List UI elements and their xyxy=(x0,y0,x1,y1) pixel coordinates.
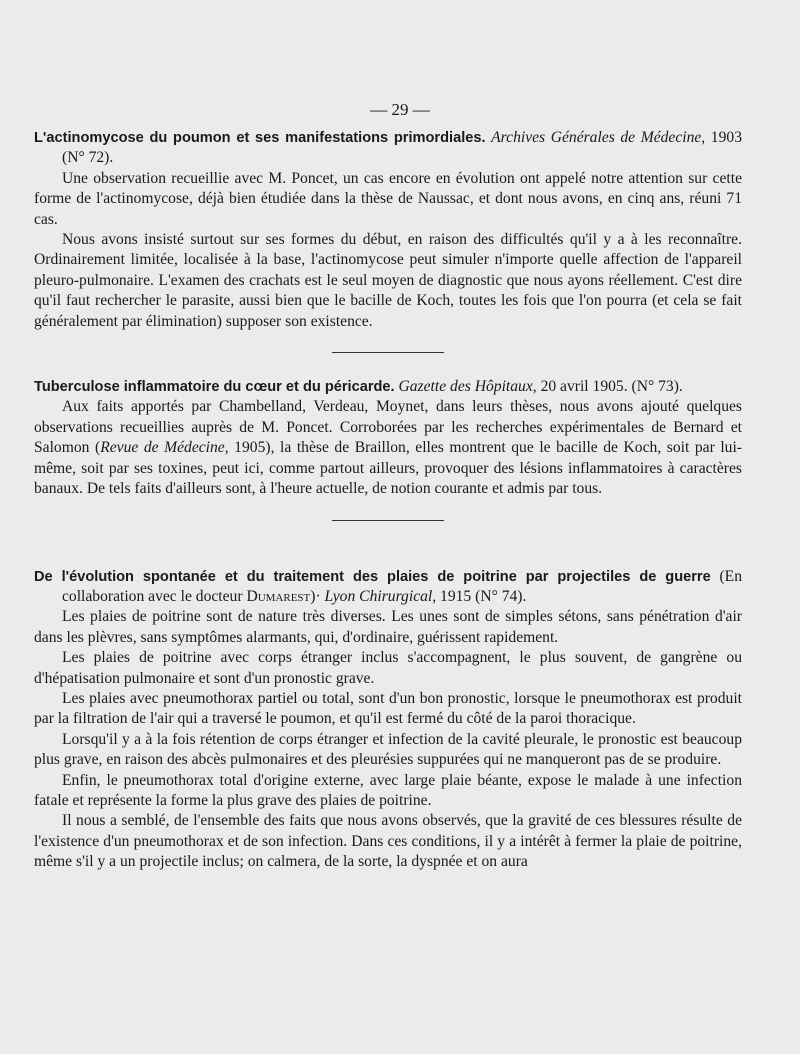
entry-plaies-poitrine xyxy=(34,567,742,873)
entry-paragraph: Enfin, le pneumothorax total d'origine externe, avec large plaie béante, expose le malade à une infection fatale et représente la forme la plus grave des plaies de poitrine. xyxy=(34,771,742,809)
entry-reference: 1903 (N° 72). xyxy=(62,129,742,167)
paragraph-text: Aux faits apportés par Chambelland, Verdeau, Moynet, dans leurs thèses, nous avons ajouté quelques observations recueillies auprès de M. Poncet. Corroborées par les recherches expérimentales de Bernard et Salomon ( xyxy=(34,398,742,457)
entry-heading xyxy=(34,567,742,608)
entry-paragraph: Nous avons insisté surtout sur ses formes du début, en raison des difficultés qu'il y a à les reconnaître. Ordinairement limitée, localisée à la base, l'actinomycose peut simuler n'importe quelle affection de l'appareil pleuro-pulmonaire. L'examen des crachats est le seul moyen de diagnostic que nous ayons réellement. C'est dire qu'il faut rechercher le parasite, aussi bien que le bacille de Koch, toutes les fois que l'on pourra (et cela se fait généralement par élimination) supposer son existence. xyxy=(34,231,742,330)
collaboration-note-end: )· xyxy=(310,587,321,605)
entry-heading xyxy=(34,128,742,169)
page-number: — 29 — xyxy=(370,100,430,119)
entry-tuberculose xyxy=(34,377,742,499)
page-content xyxy=(34,128,742,873)
section-divider xyxy=(332,352,444,353)
entry-reference: 1915 (N° 74). xyxy=(436,587,527,605)
entry-paragraph: Une observation recueillie avec M. Poncet, un cas encore en évolution ont appelé notre attention sur cette forme de l'actinomycose, déjà bien étudiée dans la thèse de Naussac, et dont nous avons, en cinq ans, réuni 71 cas. xyxy=(34,169,742,228)
collaborator-name: Dumarest xyxy=(246,587,311,605)
entry-paragraph: Les plaies avec pneumothorax partiel ou total, sont d'un bon pronostic, lorsque le pneumothorax est produit par la filtration de l'air qui a traversé le poumon, et qu'il est fermé du côté de la paroi thoracique. xyxy=(34,689,742,728)
entry-title: L'actinomycose du poumon et ses manifestations primordiales. xyxy=(34,130,486,146)
collaboration-note: (En collaboration avec le docteur xyxy=(62,567,742,605)
section-divider xyxy=(332,520,444,521)
entry-paragraph: Les plaies de poitrine sont de nature très diverses. Les unes sont de simples sétons, sans pénétration d'air dans les plèvres, sans symptômes alarmants, qui, d'ordinaire, guérissent rapidement. xyxy=(34,608,742,646)
entry-source: Gazette des Hôpitaux, xyxy=(398,378,537,396)
entry-reference: 20 avril 1905. (N° 73). xyxy=(540,378,683,396)
cited-journal: Revue de Médecine, xyxy=(100,439,229,457)
entry-paragraph: Lorsqu'il y a à la fois rétention de corps étranger et infection de la cavité pleurale, le pronostic est beaucoup plus grave, en raison des abcès pulmonaires et des pleurésies suppurées qui ne manqueront pas de se produire. xyxy=(34,730,742,769)
entry-source: Archives Générales de Médecine, xyxy=(491,129,706,146)
entry-title: Tuberculose inflammatoire du cœur et du péricarde. xyxy=(34,379,395,396)
entry-paragraph xyxy=(34,397,742,499)
entry-actinomycose xyxy=(34,128,742,332)
paragraph-text: 1905), la thèse de Braillon, elles montrent que le bacille de Koch, soit par lui-même, soit par ses toxines, peut ici, comme partout ailleurs, provoquer des lésions inflammatoires à caractères banaux. De tels faits d'ailleurs sont, à l'heure actuelle, de notion courante et admis par tous. xyxy=(34,439,742,498)
entry-paragraph: Les plaies de poitrine avec corps étranger inclus s'accompagnent, le plus souvent, de gangrène ou d'hépatisation pulmonaire et sont d'un pronostic grave. xyxy=(34,649,742,687)
entry-paragraph: Il nous a semblé, de l'ensemble des faits que nous avons observés, que la gravité de ces blessures résulte de l'existence d'un pneumothorax et de son infection. Dans ces conditions, il y a intérêt à fermer la plaie de poitrine, même s'il y a un projectile inclus; on calmera, de la sorte, la dyspnée et on aura xyxy=(34,812,742,871)
entry-heading xyxy=(34,377,742,397)
entry-source: Lyon Chirurgical, xyxy=(320,587,437,605)
entry-title: De l'évolution spontanée et du traitement des plaies de poitrine par projectiles de guerre xyxy=(34,568,711,585)
